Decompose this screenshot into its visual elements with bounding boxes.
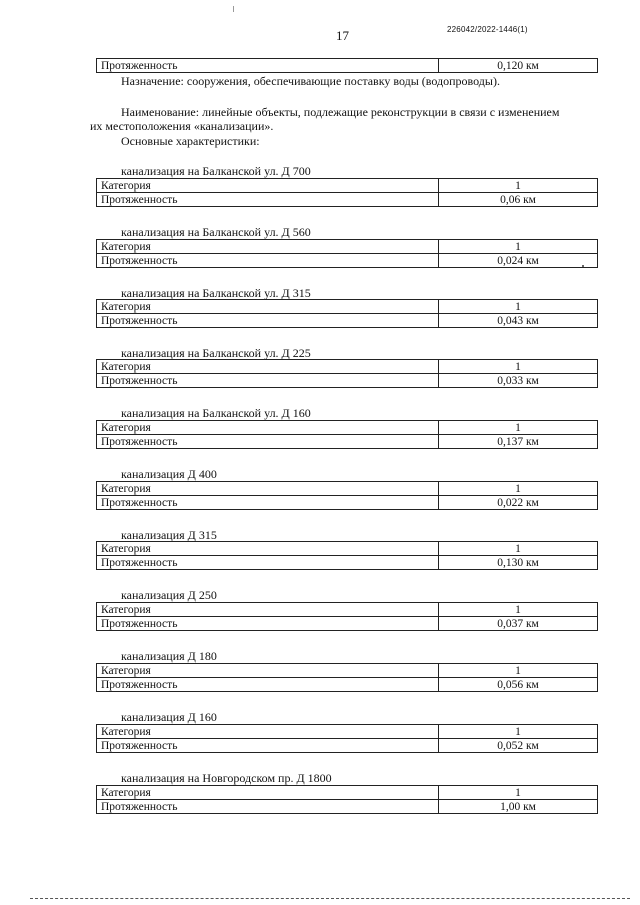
table-row [97,254,598,268]
characteristics-table [96,724,598,753]
scan-mark [233,6,234,12]
category-label: Категория [97,786,439,800]
length-value: 0,06 км [439,193,598,207]
table-row [97,800,598,814]
characteristics-table [96,785,598,814]
length-label: Протяженность [97,617,439,631]
category-label: Категория [97,300,439,314]
category-label: Категория [97,664,439,678]
category-label: Категория [97,603,439,617]
table-row [97,556,598,570]
main-characteristics-heading: Основные характеристики: [121,134,260,148]
section-heading: канализация Д 160 [121,710,217,724]
table-row [97,314,598,328]
section-heading: канализация на Балканской ул. Д 315 [121,286,311,300]
length-label: Протяженность [97,435,439,449]
section-heading: канализация Д 400 [121,467,217,481]
characteristics-table [96,663,598,692]
category-value: 1 [439,300,598,314]
length-label: Протяженность [97,193,439,207]
characteristics-table [96,541,598,570]
name-text-line-1: Наименование: линейные объекты, подлежащие реконструкции в связи с изменением [121,105,560,119]
length-label: Протяженность [97,800,439,814]
section-heading: канализация на Новгородском пр. Д 1800 [121,771,332,785]
table-row [97,542,598,556]
table-row [97,786,598,800]
category-value: 1 [439,664,598,678]
category-value: 1 [439,421,598,435]
length-value: 0,037 км [439,617,598,631]
length-value: 0,056 км [439,678,598,692]
name-text-line-2: их местоположения «канализации». [90,119,274,133]
length-value: 1,00 км [439,800,598,814]
category-value: 1 [439,786,598,800]
table-row [97,421,598,435]
table-row [97,300,598,314]
table-row [97,374,598,388]
length-label: Протяженность [97,59,439,73]
category-value: 1 [439,542,598,556]
length-value: 0,024 км [439,254,598,268]
characteristics-table [96,359,598,388]
table-row [97,739,598,753]
purpose-text: Назначение: сооружения, обеспечивающие поставку воды (водопроводы). [121,74,500,88]
table-row [97,678,598,692]
category-value: 1 [439,603,598,617]
characteristics-table [96,239,598,268]
section-heading: канализация Д 180 [121,649,217,663]
section-heading: канализация Д 315 [121,528,217,542]
length-value: 0,022 км [439,496,598,510]
table-row [97,482,598,496]
table-row [97,59,598,73]
table-row [97,435,598,449]
length-value: 0,052 км [439,739,598,753]
characteristics-table [96,602,598,631]
table-row [97,360,598,374]
table-row [97,496,598,510]
category-label: Категория [97,360,439,374]
length-label: Протяженность [97,254,439,268]
section-heading: канализация на Балканской ул. Д 160 [121,406,311,420]
length-value: 0,033 км [439,374,598,388]
section-heading: канализация Д 250 [121,588,217,602]
category-label: Категория [97,421,439,435]
table-row [97,603,598,617]
category-label: Категория [97,725,439,739]
section-heading: канализация на Балканской ул. Д 560 [121,225,311,239]
scan-edge-line [30,898,630,900]
length-value: 0,137 км [439,435,598,449]
length-label: Протяженность [97,556,439,570]
category-label: Категория [97,179,439,193]
table-row [97,725,598,739]
characteristics-table [96,178,598,207]
category-label: Категория [97,542,439,556]
length-label: Протяженность [97,678,439,692]
table-row [97,664,598,678]
table-row [97,617,598,631]
category-value: 1 [439,179,598,193]
length-table-top [96,58,598,73]
section-heading: канализация на Балканской ул. Д 225 [121,346,311,360]
length-label: Протяженность [97,374,439,388]
length-label: Протяженность [97,739,439,753]
length-label: Протяженность [97,314,439,328]
characteristics-table [96,299,598,328]
category-value: 1 [439,360,598,374]
category-value: 1 [439,482,598,496]
table-row [97,193,598,207]
length-label: Протяженность [97,496,439,510]
length-value: 0,130 км [439,556,598,570]
section-heading: канализация на Балканской ул. Д 700 [121,164,311,178]
category-value: 1 [439,240,598,254]
category-label: Категория [97,240,439,254]
characteristics-table [96,481,598,510]
table-row [97,240,598,254]
characteristics-table [96,420,598,449]
page-number: 17 [336,28,349,43]
category-label: Категория [97,482,439,496]
document-code: 226042/2022-1446(1) [447,25,528,34]
table-row [97,179,598,193]
length-value: 0,120 км [439,59,598,73]
scan-speck [582,265,584,267]
length-value: 0,043 км [439,314,598,328]
category-value: 1 [439,725,598,739]
